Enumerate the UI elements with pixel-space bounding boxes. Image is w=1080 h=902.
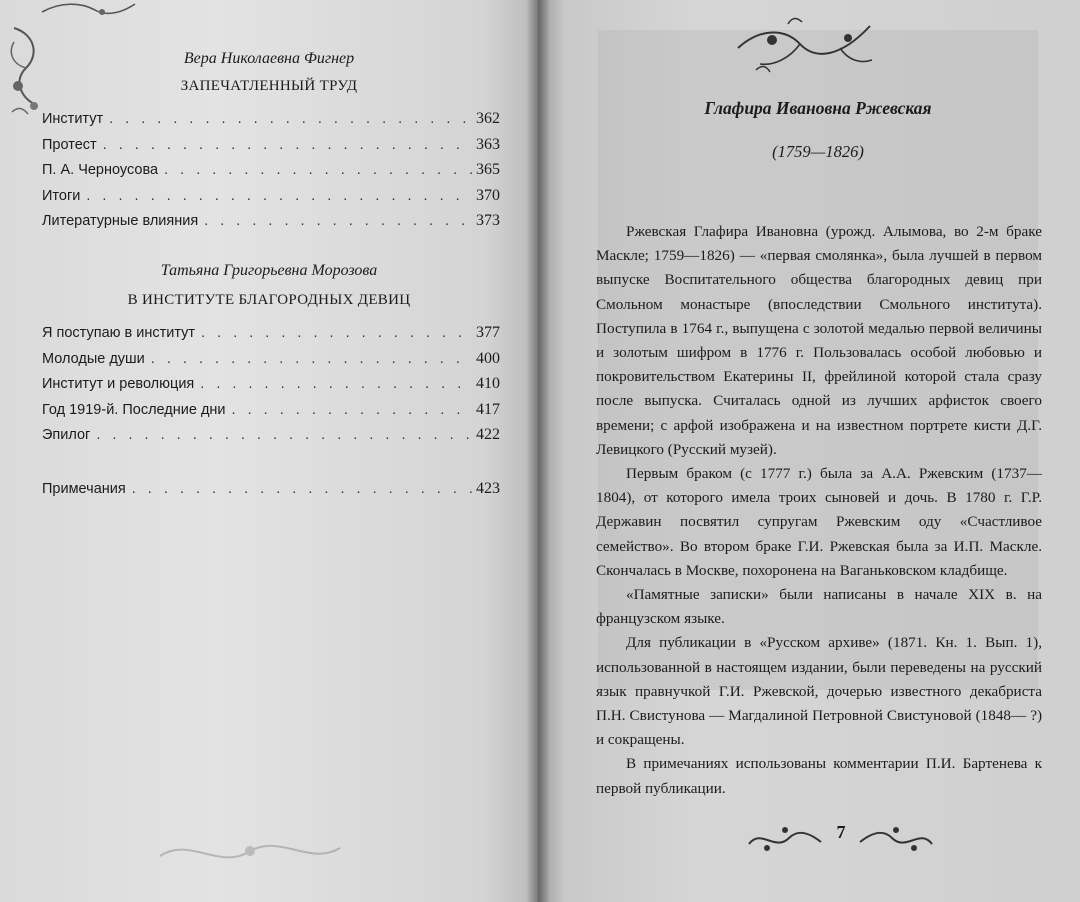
- floral-ornament-bottom-left-icon: [150, 826, 350, 876]
- toc-entry: [42, 187, 500, 213]
- toc-entry: [42, 401, 500, 427]
- toc-entry-title: Итоги: [42, 187, 81, 204]
- paragraph: «Памятные записки» были написаны в начале XIX в. на французском языке.: [596, 586, 1042, 628]
- toc-entry-title: Протест: [42, 136, 97, 153]
- leader-dots: [96, 427, 472, 443]
- toc-entry: [42, 212, 500, 238]
- toc-entry-page: 362: [476, 110, 500, 127]
- toc-entry-title: Примечания: [42, 481, 126, 497]
- swirl-top-left-icon: [40, 0, 140, 20]
- left-page: [0, 0, 538, 902]
- leader-dots: [109, 111, 472, 127]
- paragraph: Ржевская Глафира Ивановна (урожд. Алымова, во 2-м браке Маскле; 1759—1826) — «первая смолянка», была лучшей в первом выпуске Воспитательного общества благородных девиц при Смольном монастыре (впоследствии Смольного института). Поступила в 1764 г., выпущена с золотой медалью первой величины и золотым шифром в 1776 г. Пользовалась особой любовью и покровительством Екатерины II, фрейлиной которой стала сразу после выпуска. Считалась одной из лучших арфисток своего времени; с арфой изображена и на известном портрете кисти Д.Г. Левицкого (Русский музей).: [596, 223, 1042, 458]
- toc-entry: [42, 136, 500, 162]
- toc-entry-page: 377: [476, 324, 500, 341]
- section1-title: ЗАПЕЧАТЛЕННЫЙ ТРУД: [180, 78, 358, 94]
- essay-dates: (1759—1826): [772, 142, 864, 161]
- leader-dots: [200, 376, 472, 392]
- toc-entry-title: Я поступаю в институт: [42, 325, 196, 341]
- paragraph: Для публикации в «Русском архиве» (1871. Кн. 1. Вып. 1), использованной в настоящем издании, были переведены на русский язык правнучкой Г.И. Ржевской, дочерью известного декабриста П.Н. Свистунова — Магдалиной Петровной Свистуновой (1848— ?) и сокращены.: [596, 634, 1042, 749]
- leader-dots: [151, 351, 472, 367]
- toc-entry-page: 373: [476, 212, 500, 229]
- essay-title: Глафира Ивановна Ржевская: [704, 98, 932, 118]
- floral-ornament-top-right-icon: [730, 8, 880, 78]
- toc-entry-page: 400: [476, 349, 500, 367]
- section2-title: В ИНСТИТУТЕ БЛАГОРОДНЫХ ДЕВИЦ: [127, 292, 411, 308]
- leader-dots: [103, 137, 472, 153]
- toc-entry-page: 363: [476, 135, 500, 153]
- leader-dots: [164, 162, 472, 178]
- toc-entry-title: Литературные влияния: [42, 213, 199, 229]
- toc-entry-notes: [42, 480, 500, 506]
- toc-entry-title: Год 1919-й. Последние дни: [42, 401, 226, 418]
- leader-dots: [204, 213, 472, 229]
- swirl-ornament-bottom-right-icon: [856, 818, 936, 858]
- essay-body: [596, 220, 1042, 801]
- toc-entry-page: 422: [476, 426, 500, 443]
- toc-entry: [42, 161, 500, 187]
- leader-dots: [86, 188, 472, 204]
- swirl-ornament-bottom-left-icon: [745, 818, 825, 858]
- floral-corner-left-icon: [4, 24, 50, 120]
- toc-entry-page: 365: [476, 161, 500, 178]
- leader-dots: [232, 402, 472, 418]
- book-gutter: [526, 0, 550, 902]
- toc-entry-title: Молодые души: [42, 350, 145, 367]
- paragraph: В примечаниях использованы комментарии П.И. Бартенева к первой публикации.: [596, 755, 1042, 797]
- toc-entry-page: 423: [476, 480, 500, 497]
- paragraph: Первым браком (с 1777 г.) была за А.А. Ржевским (1737—1804), от которого имела троих сыновей и дочь. В 1780 г. Г.Р. Державин посвятил супругам Ржевским оду «Счастливое семейство». Во втором браке Г.И. Ржевская была за И.П. Маскле. Скончалась в Москве, похоронена на Ваганьковском кладбище.: [596, 465, 1042, 579]
- toc-entry-page: 417: [476, 400, 500, 418]
- section1-author: Вера Николаевна Фигнер: [183, 50, 355, 67]
- toc-entry: [42, 375, 500, 401]
- page-number: 7: [836, 822, 846, 842]
- toc-list-section2: [42, 324, 500, 452]
- toc-entry: [42, 110, 500, 136]
- leader-dots: [132, 481, 472, 497]
- toc-entry-title: Институт: [42, 111, 104, 127]
- section2-author: Татьяна Григорьевна Морозова: [160, 262, 378, 279]
- toc-entry-title: П. А. Черноусова: [42, 162, 159, 178]
- toc-entry-page: 410: [476, 375, 500, 392]
- toc-entry-title: Эпилог: [42, 427, 91, 443]
- leader-dots: [201, 325, 472, 341]
- toc-list-notes: [42, 480, 500, 506]
- toc-entry-title: Институт и революция: [42, 376, 195, 392]
- toc-list-section1: [42, 110, 500, 238]
- toc-entry: [42, 324, 500, 350]
- toc-entry-page: 370: [476, 186, 500, 204]
- toc-entry: [42, 350, 500, 376]
- toc-entry: [42, 426, 500, 452]
